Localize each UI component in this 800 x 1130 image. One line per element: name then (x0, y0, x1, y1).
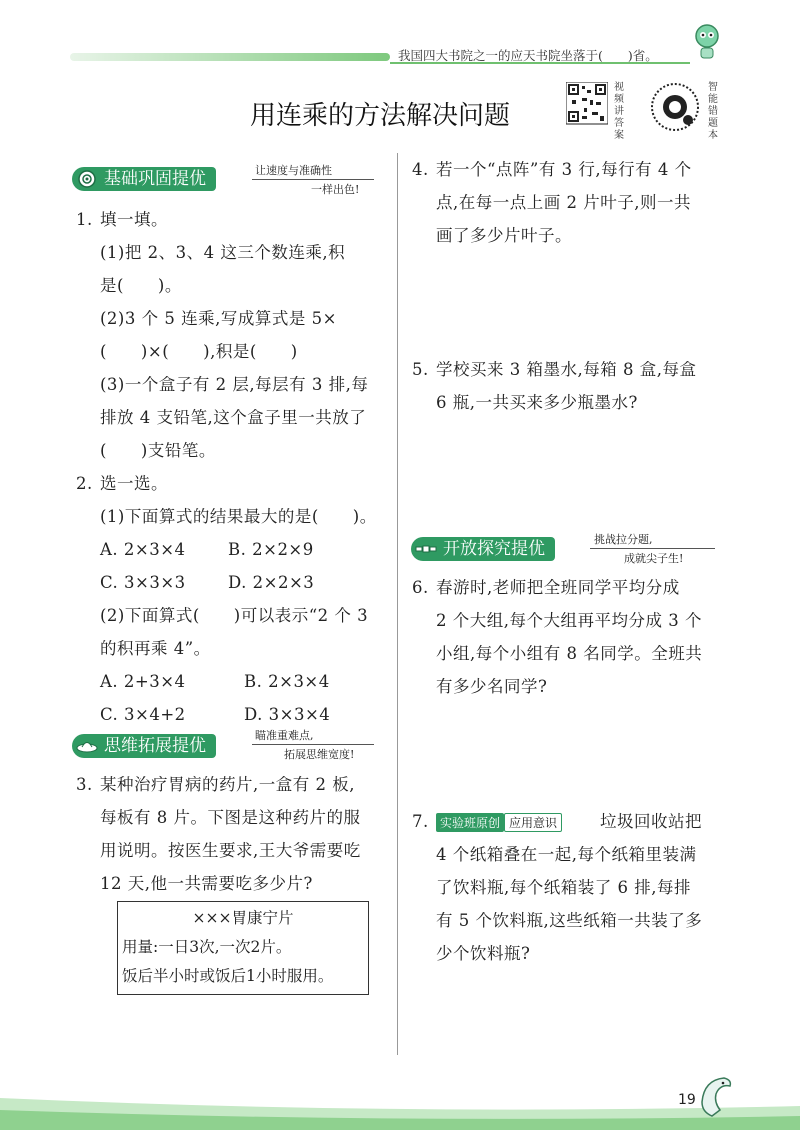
q2-p1-option-a: A. 2×3×4 (100, 540, 186, 559)
q3-line2: 每板有 8 片。下图是这种药片的服 (100, 808, 361, 827)
q4-line2: 点,在每一点上画 2 片叶子,则一共 (436, 193, 691, 212)
dolphin-mascot-icon (696, 1072, 736, 1120)
slogan-rule-3 (590, 548, 715, 549)
header-decor-bar (70, 53, 390, 61)
wechat-label: 智能错题本 (708, 82, 718, 141)
section-basic-tag (72, 167, 216, 191)
medicine-timing: 饭后半小时或饭后1小时服用。 (122, 967, 334, 985)
q5-line1: 学校买来 3 箱墨水,每箱 8 盒,每盒 (436, 360, 697, 379)
q3-line4: 12 天,他一共需要吃多少片? (100, 874, 313, 893)
section-open-label: 开放探究提优 (443, 539, 545, 559)
q3-line1: 某种治疗胃病的药片,一盒有 2 板, (100, 775, 355, 794)
robot-mascot-icon (690, 22, 724, 62)
q2-number: 2. (76, 474, 93, 493)
q2-part2-line2: 的积再乘 4”。 (100, 639, 211, 658)
q6-number: 6. (412, 578, 429, 597)
q7-line1: 垃圾回收站把 (600, 812, 702, 831)
section-open-header (411, 537, 555, 561)
medicine-dosage: 用量:一日3次,一次2片。 (122, 938, 292, 956)
section-open-tag (411, 537, 555, 561)
section-open-slogan2: 成就尖子生! (624, 552, 684, 565)
q4-line3: 画了多少片叶子。 (436, 226, 572, 245)
q7-line4: 有 5 个饮料瓶,这些纸箱一共装了多 (436, 911, 703, 930)
q7-badges (436, 812, 562, 832)
q2-p2-option-c: C. 3×4+2 (100, 705, 186, 724)
q6-line4: 有多少名同学? (436, 677, 548, 696)
section-thinking-tag (72, 734, 216, 758)
q1-line4: ( )×( ),积是( ) (100, 342, 298, 361)
qr-code-icon[interactable] (566, 82, 608, 140)
section-thinking-slogan1: 瞄准重难点, (255, 729, 314, 742)
medicine-name: ×××胃康宁片 (192, 909, 294, 927)
slogan-rule-2 (252, 744, 374, 745)
q4-line1: 若一个“点阵”有 3 行,每行有 4 个 (436, 160, 692, 179)
qr-label: 视频讲答案 (614, 82, 624, 141)
q7-number: 7. (412, 812, 429, 831)
satellite-icon (415, 539, 437, 559)
q5-number: 5. (412, 360, 429, 379)
section-basic-slogan2: 一样出色! (311, 183, 360, 196)
page-title: 用连乘的方法解决问题 (250, 101, 511, 131)
q7-badge-original: 实验班原创 (436, 813, 504, 832)
ufo-icon (76, 736, 98, 756)
q2-part1: (1)下面算式的结果最大的是( )。 (100, 507, 377, 526)
q5-line2: 6 瓶,一共买来多少瓶墨水? (436, 393, 638, 412)
q2-p2-option-b: B. 2×3×4 (244, 672, 330, 691)
slogan-rule (252, 179, 374, 180)
column-divider (397, 153, 398, 1055)
q6-line3: 小组,每个小组有 8 名同学。全班共 (436, 644, 703, 663)
q6-line2: 2 个大组,每个大组再平均分成 3 个 (436, 611, 702, 630)
q7-badge-application: 应用意识 (504, 813, 562, 832)
q2-p1-option-b: B. 2×2×9 (228, 540, 314, 559)
q2-p2-option-a: A. 2+3×4 (100, 672, 186, 691)
q3-line3: 用说明。按医生要求,王大爷需要吃 (100, 841, 361, 860)
q1-number: 1. (76, 210, 93, 229)
q1-line2: 是( )。 (100, 276, 182, 295)
q1-line5: (3)一个盒子有 2 层,每层有 3 排,每 (100, 375, 369, 394)
q7-line5: 少个饮料瓶? (436, 944, 531, 963)
q2-p2-option-d: D. 3×3×4 (244, 705, 331, 724)
q1-line7: ( )支铅笔。 (100, 441, 216, 460)
target-icon (76, 169, 98, 189)
q2-title: 选一选。 (100, 474, 168, 493)
q2-p1-option-c: C. 3×3×3 (100, 573, 186, 592)
q2-p1-option-d: D. 2×2×3 (228, 573, 315, 592)
q1-title: 填一填。 (100, 210, 168, 229)
q1-line3: (2)3 个 5 连乘,写成算式是 5× (100, 309, 337, 328)
header-trivia: 我国四大书院之一的应天书院坐落于( )省。 (398, 48, 658, 63)
q1-line6: 排放 4 支铅笔,这个盒子里一共放了 (100, 408, 367, 427)
wechat-miniprogram-icon[interactable] (650, 80, 700, 136)
q3-number: 3. (76, 775, 93, 794)
q6-line1: 春游时,老师把全班同学平均分成 (436, 578, 680, 597)
q2-part2-line1: (2)下面算式( )可以表示“2 个 3 (100, 606, 369, 625)
q1-line1: (1)把 2、3、4 这三个数连乘,积 (100, 243, 346, 262)
section-thinking-label: 思维拓展提优 (104, 736, 206, 756)
section-basic-label: 基础巩固提优 (104, 169, 206, 189)
section-thinking-header (72, 734, 216, 758)
q7-line3: 了饮料瓶,每个纸箱装了 6 排,每排 (436, 878, 691, 897)
section-thinking-slogan2: 拓展思维宽度! (284, 748, 355, 761)
q7-line2: 4 个纸箱叠在一起,每个纸箱里装满 (436, 845, 697, 864)
page-number: 19 (678, 1092, 696, 1108)
section-basic-header (72, 167, 216, 191)
q4-number: 4. (412, 160, 429, 179)
section-open-slogan1: 挑战拉分题, (594, 533, 653, 546)
medicine-instructions-box (117, 901, 369, 995)
section-basic-slogan1: 让速度与准确性 (255, 164, 332, 177)
